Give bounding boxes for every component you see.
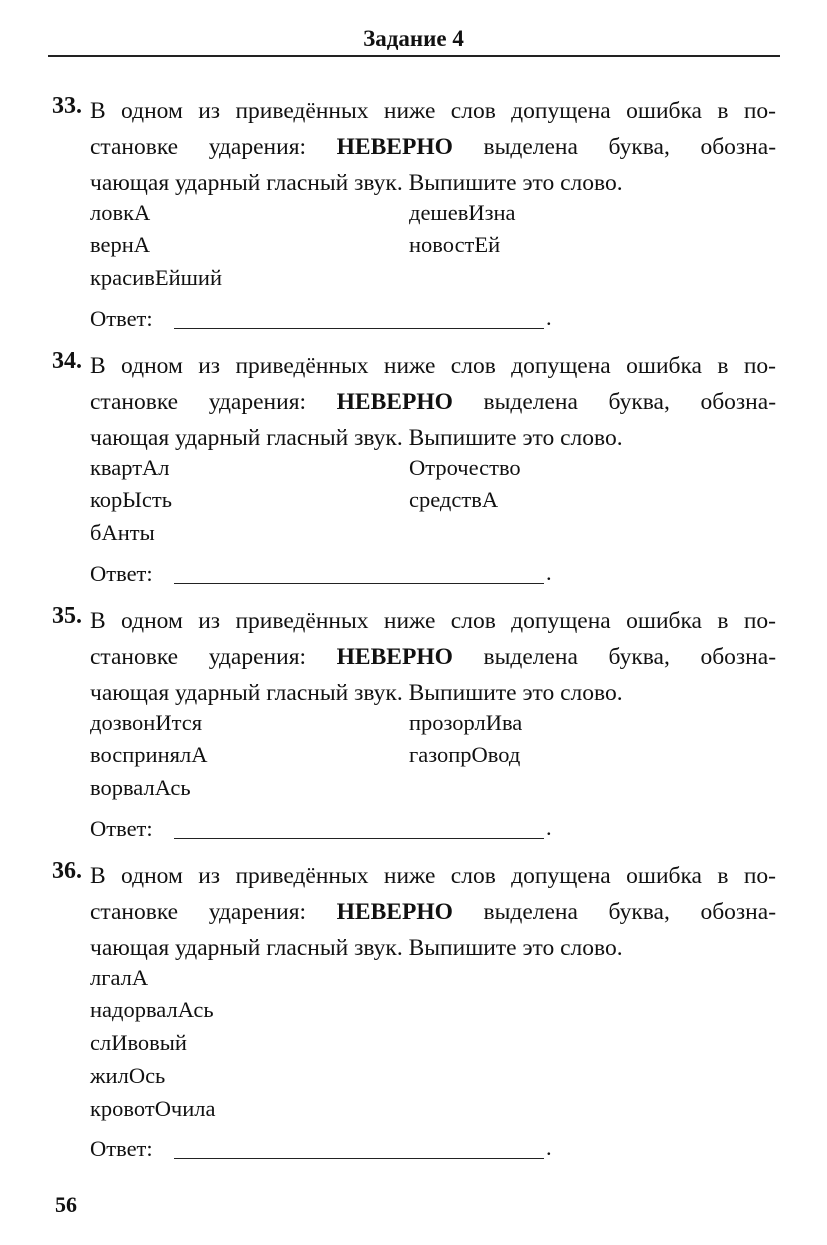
- task-prompt: [90, 858, 776, 966]
- answer-period: .: [546, 560, 552, 585]
- page-title: Задание 4: [363, 26, 464, 51]
- word-option: газопрОвод: [409, 742, 521, 767]
- prompt-line-1: В одном из приведённых ниже слов допущена ошибка в по-: [90, 863, 776, 889]
- prompt-line-3: чающая ударный гласный звук. Выпишите это слово.: [90, 170, 623, 196]
- answer-label: Ответ:: [90, 1136, 153, 1161]
- word-option: новостЕй: [409, 232, 501, 257]
- prompt-line-2-end: выделена буква, обозна-: [483, 644, 777, 670]
- word-option: Отрочество: [409, 455, 521, 480]
- prompt-line-3: чающая ударный гласный звук. Выпишите это слово.: [90, 680, 623, 706]
- emphasis-word: НЕВЕРНО: [336, 644, 453, 670]
- word-option: корЫсть: [90, 487, 172, 512]
- word-option: средствА: [409, 487, 499, 512]
- word-option: надорвалАсь: [90, 997, 214, 1022]
- emphasis-word: НЕВЕРНО: [336, 389, 453, 415]
- answer-label: Ответ:: [90, 816, 153, 841]
- answer-label: Ответ:: [90, 306, 153, 331]
- word-option: вернА: [90, 232, 151, 257]
- answer-period: .: [546, 815, 552, 840]
- answer-period: .: [546, 1135, 552, 1160]
- prompt-line-2-end: выделена буква, обозна-: [483, 899, 777, 925]
- prompt-line-2: [90, 129, 776, 165]
- header-divider: [48, 55, 780, 57]
- prompt-line-2: [90, 384, 776, 420]
- answer-field[interactable]: [174, 838, 544, 839]
- word-option: жилОсь: [90, 1063, 166, 1088]
- word-option: прозорлИва: [409, 710, 523, 735]
- task-prompt: [90, 348, 776, 456]
- word-option: красивЕйший: [90, 265, 223, 290]
- prompt-line-2-start: становке ударения:: [90, 134, 307, 160]
- answer-field[interactable]: [174, 583, 544, 584]
- prompt-line-3: чающая ударный гласный звук. Выпишите это слово.: [90, 935, 623, 961]
- prompt-line-1: В одном из приведённых ниже слов допущена ошибка в по-: [90, 98, 776, 124]
- prompt-line-3: чающая ударный гласный звук. Выпишите это слово.: [90, 425, 623, 451]
- prompt-line-2-end: выделена буква, обозна-: [483, 389, 777, 415]
- word-option: воспринялА: [90, 742, 208, 767]
- prompt-line-2-start: становке ударения:: [90, 644, 307, 670]
- answer-period: .: [546, 305, 552, 330]
- page-number: 56: [55, 1192, 77, 1217]
- prompt-line-1: В одном из приведённых ниже слов допущена ошибка в по-: [90, 608, 776, 634]
- word-option: кровотОчила: [90, 1096, 216, 1121]
- prompt-line-2-end: выделена буква, обозна-: [483, 134, 777, 160]
- answer-label: Ответ:: [90, 561, 153, 586]
- task-number: 33.: [52, 93, 82, 119]
- answer-field[interactable]: [174, 1158, 544, 1159]
- word-option: бАнты: [90, 520, 155, 545]
- emphasis-word: НЕВЕРНО: [336, 899, 453, 925]
- task-number: 34.: [52, 348, 82, 374]
- emphasis-word: НЕВЕРНО: [336, 134, 453, 160]
- task-prompt: [90, 93, 776, 201]
- word-option: ловкА: [90, 200, 151, 225]
- prompt-line-1: В одном из приведённых ниже слов допущена ошибка в по-: [90, 353, 776, 379]
- answer-field[interactable]: [174, 328, 544, 329]
- word-option: дешевИзна: [409, 200, 516, 225]
- prompt-line-2: [90, 639, 776, 675]
- word-option: ворвалАсь: [90, 775, 191, 800]
- task-prompt: [90, 603, 776, 711]
- prompt-line-2-start: становке ударения:: [90, 389, 307, 415]
- task-number: 35.: [52, 603, 82, 629]
- word-option: слИвовый: [90, 1030, 187, 1055]
- task-number: 36.: [52, 858, 82, 884]
- word-option: лгалА: [90, 965, 149, 990]
- word-option: квартАл: [90, 455, 170, 480]
- prompt-line-2-start: становке ударения:: [90, 899, 307, 925]
- word-option: дозвонИтся: [90, 710, 203, 735]
- prompt-line-2: [90, 894, 776, 930]
